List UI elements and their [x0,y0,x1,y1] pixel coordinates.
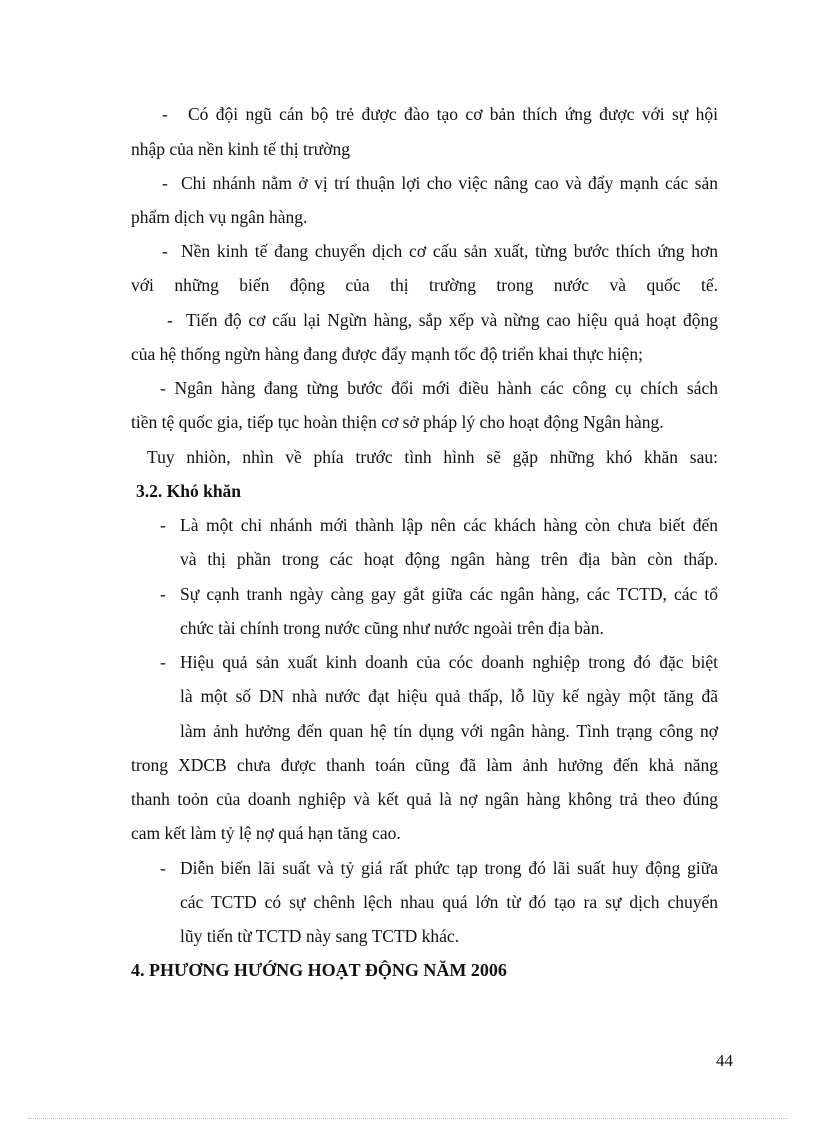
paragraph-line: là một số DN nhà nước đạt hiệu quả thấp, lỗ lũy kế ngày một tăng đã [180,686,718,706]
paragraph-line: Nền kinh tế đang chuyển dịch cơ cấu sản xuất, từng bước thích ứng hơn [181,241,718,261]
bullet-dash: - [160,858,166,878]
page-number: 44 [716,1051,733,1070]
bullet-dash: - [160,584,166,604]
bullet-dash: - [160,515,166,535]
paragraph-line: Diễn biến lãi suất và tỷ giá rất phức tạp trong đó lãi suất huy động giữa [180,858,718,878]
paragraph-line: Hiệu quả sản xuất kinh doanh của cóc doanh nghiệp trong đó đặc biệt [180,652,718,672]
paragraph-line: Sự cạnh tranh ngày càng gay gắt giữa các ngân hàng, các TCTD, các tổ [180,584,718,604]
section-heading: 4. PHƯƠNG HƯỚNG HOẠT ĐỘNG NĂM 2006 [131,960,507,980]
paragraph-line: cam kết làm tỷ lệ nợ quá hạn tăng cao. [131,823,401,843]
paragraph-line: - Ngân hàng đang từng bước đổi mới điều hành các công cụ chích sách [160,378,718,398]
paragraph-line: thanh toỏn của doanh nghiệp và kết quả là nợ ngân hàng không trả theo đúng [131,789,718,809]
bullet-dash: - [162,241,168,261]
bullet-dash: - [162,104,168,124]
paragraph-line: Là một chi nhánh mới thành lập nên các khách hàng còn chưa biết đến [180,515,718,535]
paragraph-line: với những biến động của thị trường trong nước và quốc tế. [131,275,718,295]
paragraph-line: Có đội ngũ cán bộ trẻ được đào tạo cơ bản thích ứng được với sự hội [188,104,718,124]
paragraph-line: Chi nhánh nằm ở vị trí thuận lợi cho việc nâng cao và đẩy mạnh các sản [181,173,718,193]
paragraph-line: chức tài chính trong nước cũng như nước ngoài trên địa bàn. [180,618,604,638]
paragraph-line: phẩm dịch vụ ngân hàng. [131,207,308,227]
paragraph-line: các TCTD có sự chênh lệch nhau quá lớn từ đó tạo ra sự dịch chuyển [180,892,718,912]
bullet-dash: - [162,173,168,193]
paragraph-line: làm ảnh hưởng đến quan hệ tín dụng với ngân hàng. Tình trạng công nợ [180,721,718,741]
bullet-dash: - [160,652,166,672]
paragraph-line: của hệ thống ngừn hàng đang được đẩy mạnh tốc độ triển khai thực hiện; [131,344,644,364]
section-heading: 3.2. Khó khăn [136,481,242,501]
page-bottom-divider [28,1118,788,1119]
paragraph-line: Tuy nhiòn, nhìn về phía trước tình hình sẽ gặp những khó khăn sau: [147,447,718,467]
paragraph-line: trong XDCB chưa được thanh toán cũng đã làm ảnh hưởng đến khả năng [131,755,718,775]
paragraph-line: và thị phần trong các hoạt động ngân hàng trên địa bàn còn thấp. [180,549,718,569]
paragraph-line: Tiến độ cơ cấu lại Ngừn hàng, sắp xếp và nừng cao hiệu quả hoạt động [186,310,718,330]
paragraph-line: lũy tiến từ TCTD này sang TCTD khác. [180,926,460,946]
bullet-dash: - [167,310,173,330]
paragraph-line: tiền tệ quốc gia, tiếp tục hoàn thiện cơ sở pháp lý cho hoạt động Ngân hàng. [131,412,664,432]
paragraph-line: nhập của nền kinh tế thị trường [131,139,350,159]
